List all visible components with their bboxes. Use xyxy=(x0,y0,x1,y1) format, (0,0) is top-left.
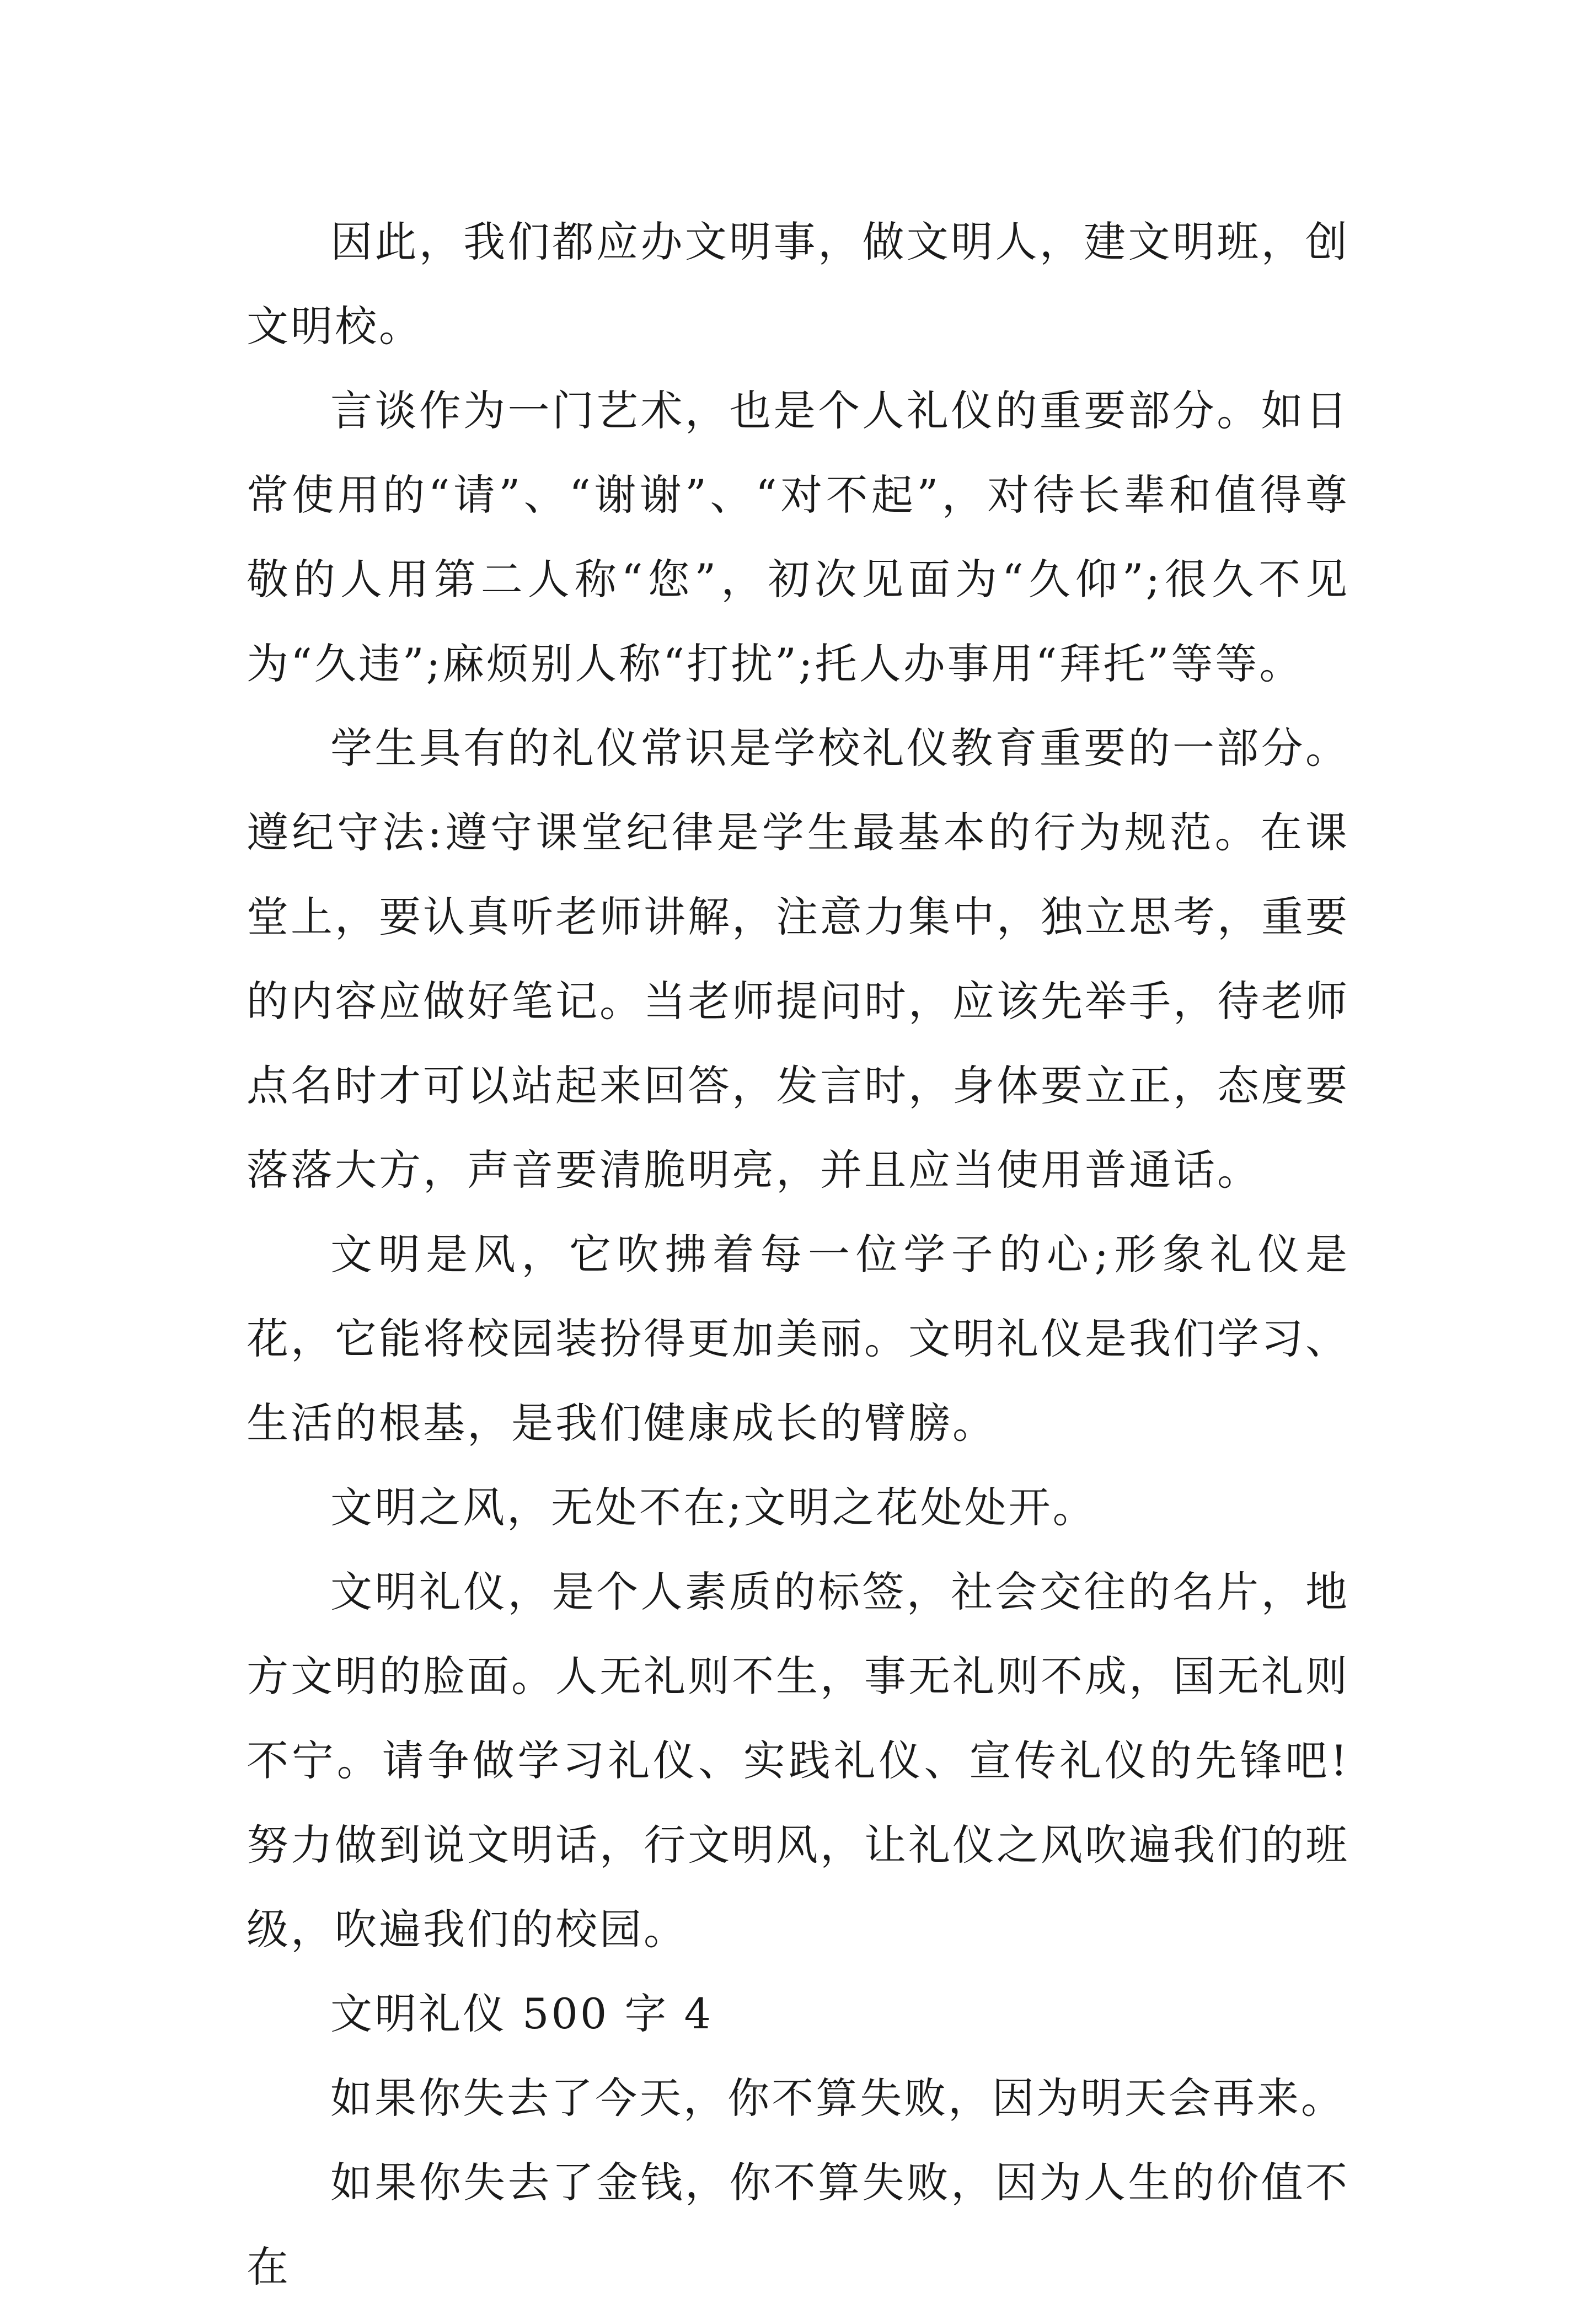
paragraph: 文明之风，无处不在;文明之花处处开。 xyxy=(330,1483,1097,1532)
paragraph: 文明是风，它吹拂着每一位学子的心;形象礼仪是花，它能将校园装扮得更加美丽。文明礼仪是我们学习、生活的根基，是我们健康成长的臂膀。 xyxy=(247,1230,1349,1448)
paragraph: 如果你失去了金钱，你不算失败，因为人生的价值不在 xyxy=(247,2158,1349,2291)
paragraph: 如果你失去了今天，你不算失败，因为明天会再来。 xyxy=(330,2074,1345,2123)
section-heading: 文明礼仪 500 字 4 xyxy=(330,1989,713,2038)
document-body xyxy=(247,200,1349,2309)
paragraph: 学生具有的礼仪常识是学校礼仪教育重要的一部分。遵纪守法:遵守课堂纪律是学生最基本的行为规范。在课堂上，要认真听老师讲解，注意力集中，独立思考，重要的内容应做好笔记。当老师提问时，应该先举手，待老师点名时才可以站起来回答，发言时，身体要立正，态度要落落大方，声音要清脆明亮，并且应当使用普通话。 xyxy=(247,724,1349,1194)
paragraph: 言谈作为一门艺术，也是个人礼仪的重要部分。如日常使用的“请”、“谢谢”、“对不起”，对待长辈和值得尊敬的人用第二人称“您”，初次见面为“久仰”;很久不见为“久违”;麻烦别人称“打扰”;托人办事用“拜托”等等。 xyxy=(247,386,1349,688)
paragraph: 文明礼仪，是个人素质的标签，社会交往的名片，地方文明的脸面。人无礼则不生，事无礼则不成，国无礼则不宁。请争做学习礼仪、实践礼仪、宣传礼仪的先锋吧!努力做到说文明话，行文明风，让礼仪之风吹遍我们的班级，吹遍我们的校园。 xyxy=(247,1567,1349,1954)
paragraph: 因此，我们都应办文明事，做文明人，建文明班，创文明校。 xyxy=(247,217,1349,351)
